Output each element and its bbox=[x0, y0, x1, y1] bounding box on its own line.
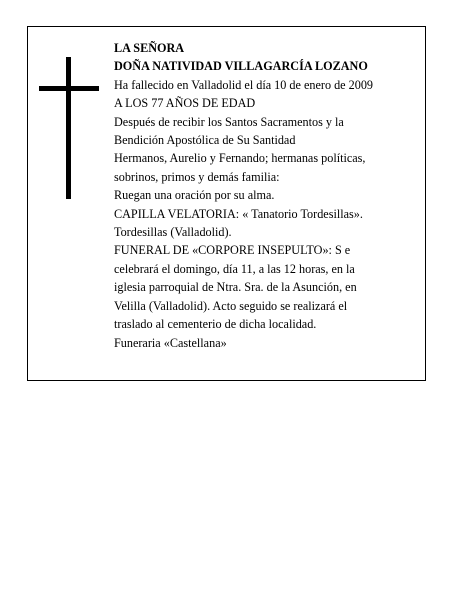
chapel-line: CAPILLA VELATORIA: « Tanatorio Tordesillas». bbox=[114, 206, 363, 221]
funeral-details-4: traslado al cementerio de dicha localidad. bbox=[114, 317, 317, 332]
cross-vertical-bar bbox=[66, 57, 71, 199]
death-announcement: Ha fallecido en Valladolid el día 10 de enero de 2009 bbox=[114, 77, 374, 92]
notice-header: LA SEÑORA bbox=[114, 41, 185, 55]
funeral-details-1: celebrará el domingo, día 11, a las 12 horas, en la bbox=[114, 261, 355, 276]
family-line: Hermanos, Aurelio y Fernando; hermanas políticas, bbox=[114, 151, 366, 166]
chapel-location: Tordesillas (Valladolid). bbox=[114, 225, 232, 240]
sacraments-line: Después de recibir los Santos Sacramentos y la bbox=[114, 114, 344, 129]
funeral-details-2: iglesia parroquial de Ntra. Sra. de la Asunción, en bbox=[114, 280, 357, 295]
obituary-text bbox=[114, 39, 420, 352]
funeral-home: Funeraria «Castellana» bbox=[114, 335, 227, 350]
cross-horizontal-bar bbox=[39, 86, 99, 91]
obituary-notice bbox=[27, 26, 426, 381]
blessing-line: Bendición Apostólica de Su Santidad bbox=[114, 133, 296, 148]
funeral-line: FUNERAL DE «CORPORE INSEPULTO»: S e bbox=[114, 243, 351, 258]
age-line: A LOS 77 AÑOS DE EDAD bbox=[114, 96, 256, 111]
prayer-request: Ruegan una oración por su alma. bbox=[114, 188, 275, 203]
funeral-details-3: Velilla (Valladolid). Acto seguido se realizará el bbox=[114, 298, 348, 313]
deceased-name: DOÑA NATIVIDAD VILLAGARCÍA LOZANO bbox=[114, 59, 368, 74]
family-line-continued: sobrinos, primos y demás familia: bbox=[114, 169, 280, 184]
cross-icon bbox=[39, 57, 99, 199]
